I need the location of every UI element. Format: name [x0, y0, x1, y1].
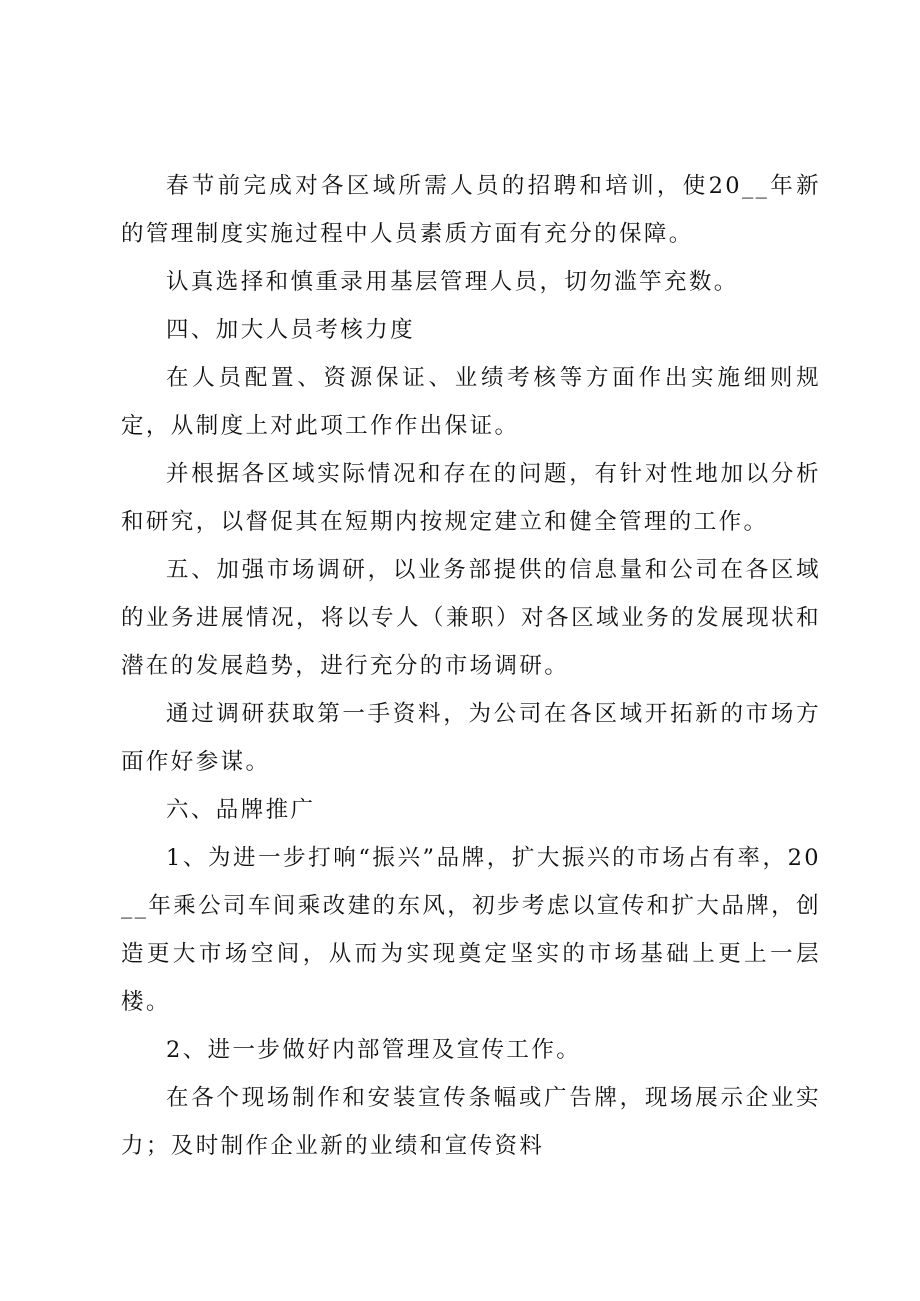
paragraph-brand-item-2: 2、进一步做好内部管理及宣传工作。 [166, 1037, 582, 1063]
paragraph-research-first-hand: 通过调研获取第一手资料，为公司在各区域开拓新的市场方面作好参谋。 [121, 701, 821, 775]
section-heading-market-research: 五、加强市场调研，以业务部提供的信息量和公司在各区域的业务进展情况，将以专人（兼职）对各区域业务的发展现状和潜在的发展趋势，进行充分的市场调研。 [121, 557, 821, 679]
paragraph-brand-item-1: 1、为进一步打响“振兴”品牌，扩大振兴的市场占有率，20__年乘公司车间乘改建的东风，初步考虑以宣传和扩大品牌，创造更大市场空间，从而为实现奠定坚实的市场基础上更上一层楼。 [121, 845, 821, 1015]
paragraph-regional-analysis: 并根据各区域实际情况和存在的问题，有针对性地加以分析和研究，以督促其在短期内按规定建立和健全管理的工作。 [121, 461, 821, 535]
paragraph-recruitment-training: 春节前完成对各区域所需人员的招聘和培训，使20__年新的管理制度实施过程中人员素质方面有充分的保障。 [121, 173, 821, 247]
paragraph-select-managers: 认真选择和慎重录用基层管理人员，切勿滥竽充数。 [166, 269, 739, 295]
paragraph-onsite-promotion: 在各个现场制作和安装宣传条幅或广告牌，现场展示企业实力；及时制作企业新的业绩和宣传资料 [121, 1085, 821, 1159]
document-body [121, 162, 821, 1170]
paragraph-implementation-rules: 在人员配置、资源保证、业绩考核等方面作出实施细则规定，从制度上对此项工作作出保证。 [121, 365, 821, 439]
section-heading-brand-promotion: 六、品牌推广 [166, 797, 316, 823]
section-heading-assessment: 四、加大人员考核力度 [166, 317, 416, 343]
